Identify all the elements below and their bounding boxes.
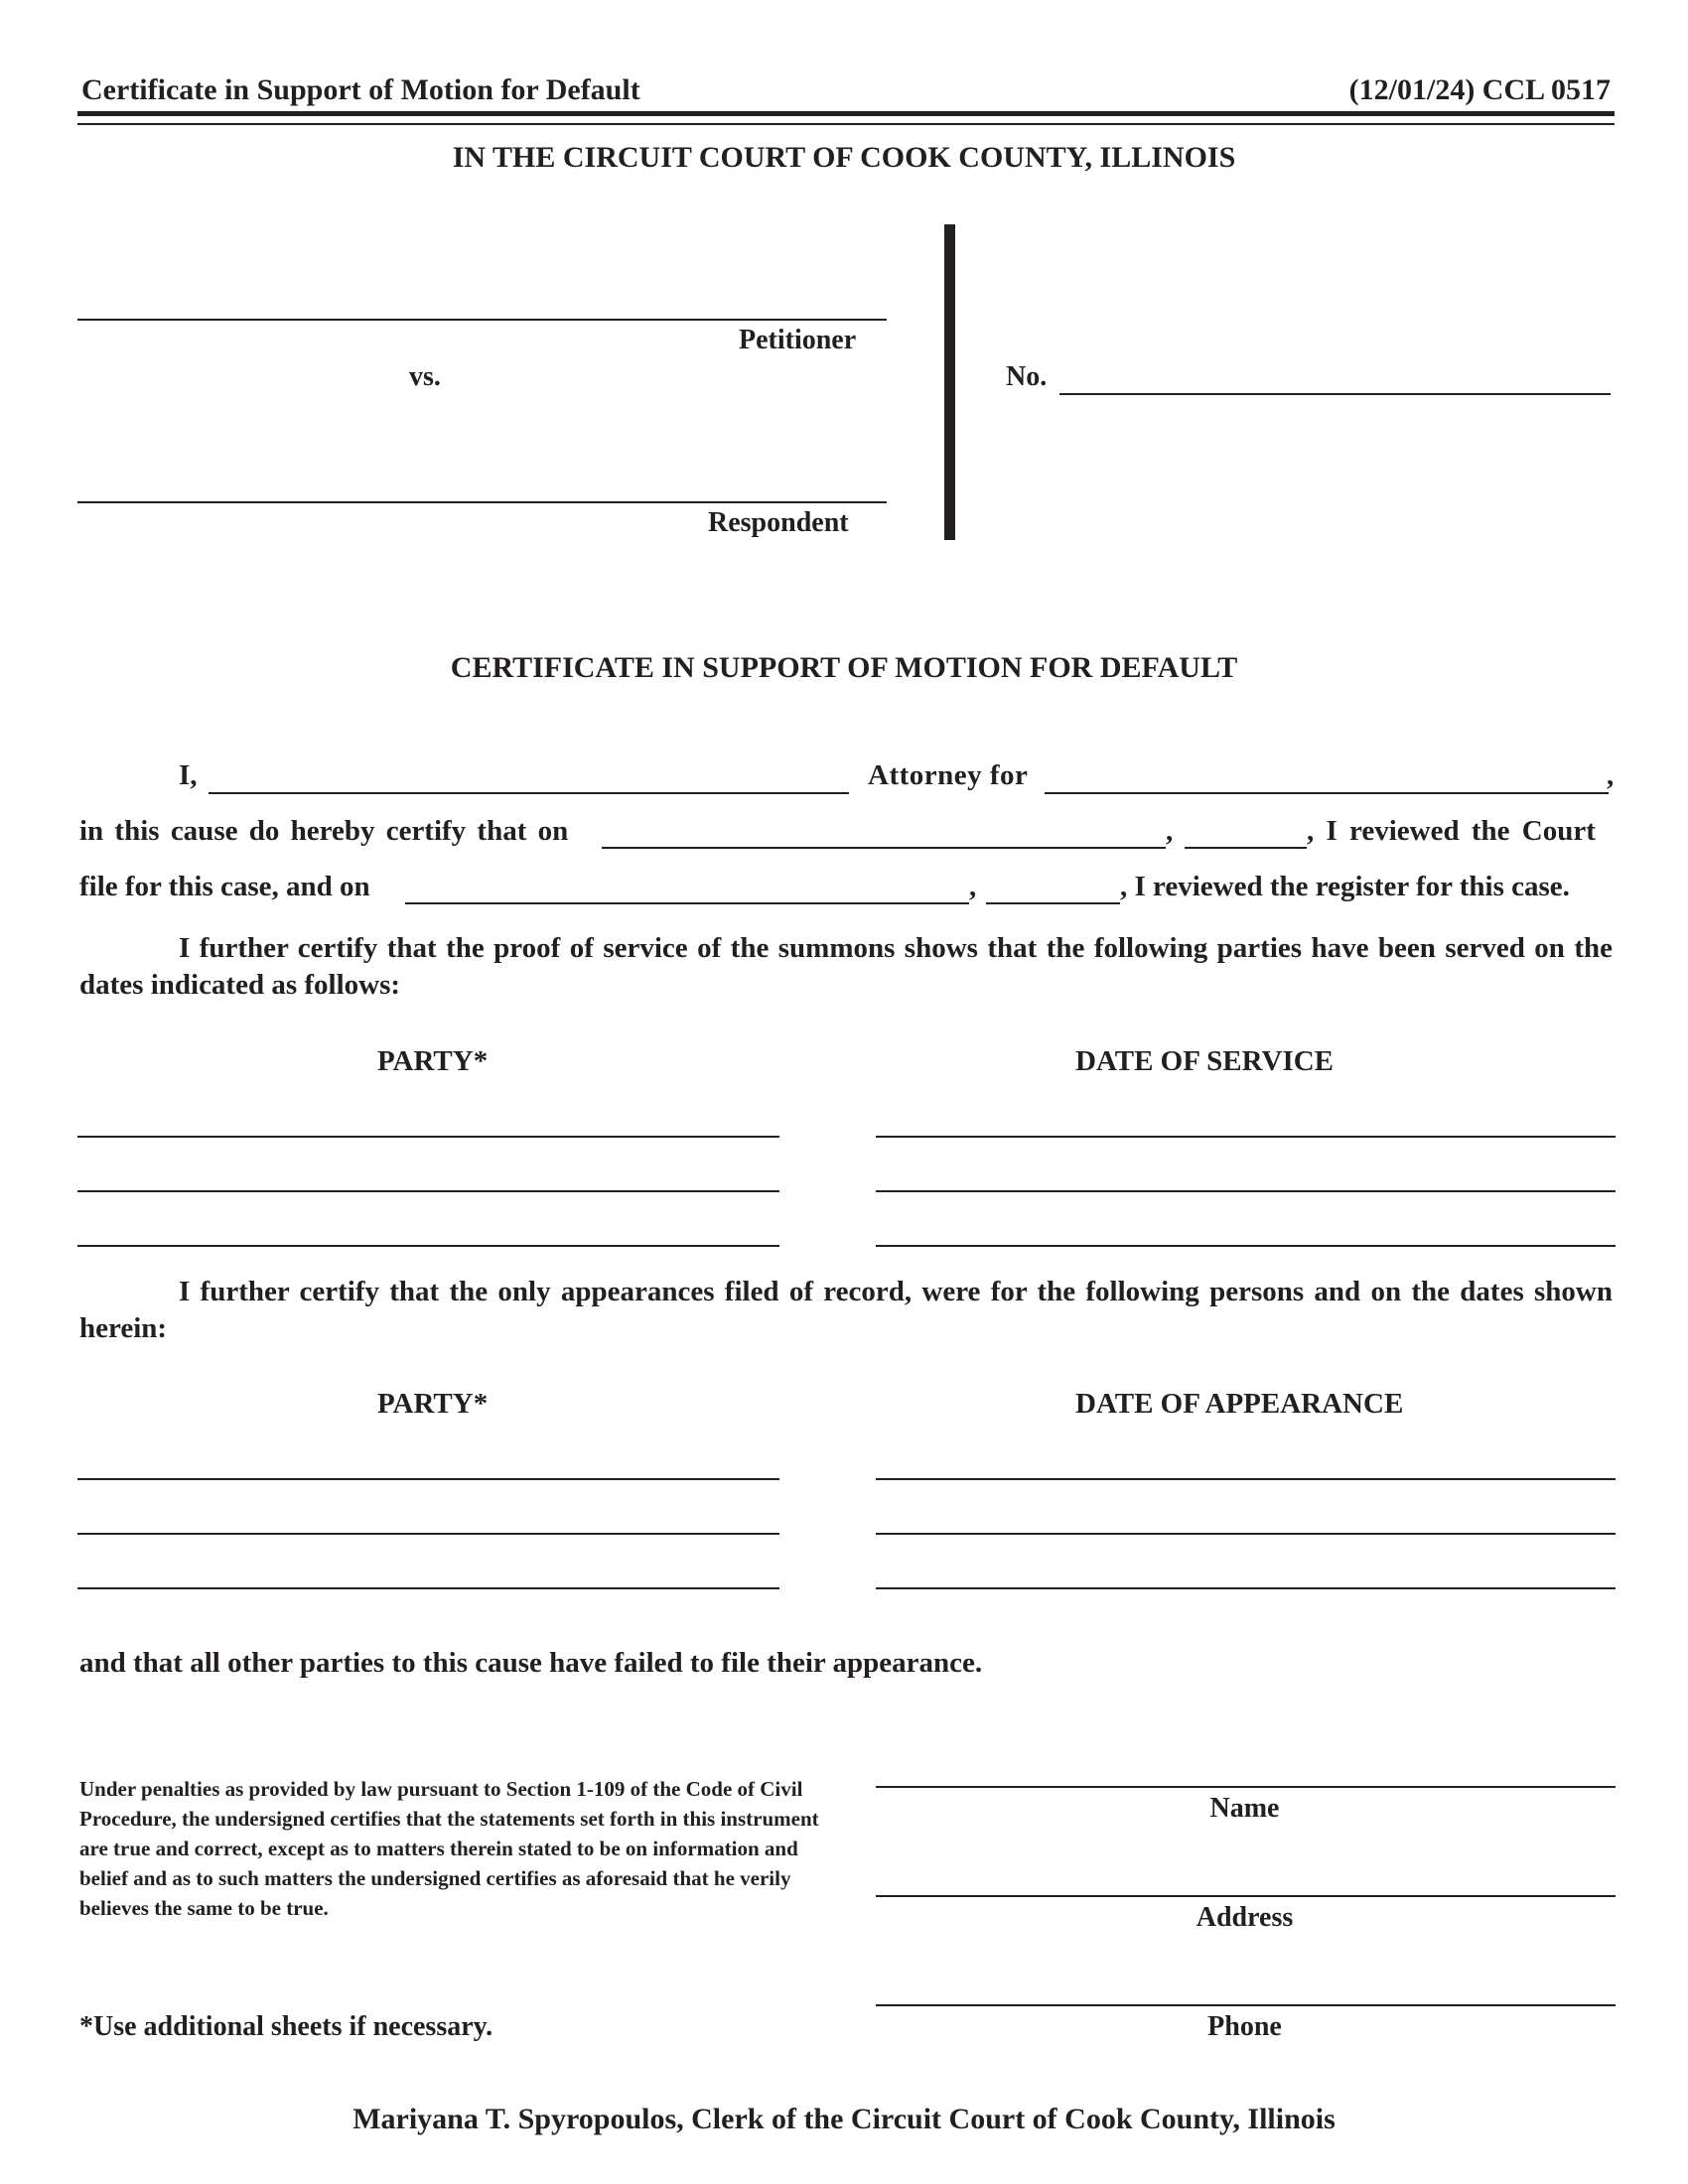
service-date-field[interactable] [876,1136,1616,1138]
cert-line1-middle: Attorney for [868,759,1029,791]
attorney-name-field[interactable] [209,792,849,794]
name-field[interactable] [876,1786,1616,1788]
vs-label: vs. [409,361,441,392]
appearance-party-field[interactable] [77,1478,779,1480]
register-review-date-field[interactable] [405,902,969,904]
closing-statement: and that all other parties to this cause have failed to file their appearance. [79,1647,983,1679]
phone-field[interactable] [876,2004,1616,2006]
cert-line1-prefix: I, [179,759,198,791]
appearance-party-field[interactable] [77,1587,779,1589]
petitioner-field[interactable] [77,319,887,321]
service-date-field[interactable] [876,1190,1616,1192]
address-label: Address [1196,1902,1294,1933]
cert-line3-suffix: , I reviewed the register for this case. [1120,871,1570,902]
penalty-statement: Under penalties as provided by law pursuant to Section 1-109 of the Code of Civil Procedure, the undersigned certifies that the statements set forth in this instrument are true and correct, except as to matters therein stated to be on information and belief and as to such matters the undersigned certifies as aforesaid that he verily believes the same to be true. [79,1777,819,1920]
additional-sheets-note: *Use additional sheets if necessary. [79,2011,493,2042]
attorney-for-field[interactable] [1045,792,1609,794]
court-name: IN THE CIRCUIT COURT OF COOK COUNTY, ILLINOIS [452,141,1236,174]
cert-line2-suffix: , I reviewed the Court [1307,815,1596,847]
cert-line2-prefix: in this cause do hereby certify that on [79,815,569,847]
service-date-header: DATE OF SERVICE [1075,1045,1335,1077]
form-code: (12/01/24) CCL 0517 [1348,73,1611,106]
court-file-review-date-field[interactable] [602,847,1166,849]
name-label: Name [1209,1793,1280,1824]
appearance-date-field[interactable] [876,1533,1616,1535]
petitioner-label: Petitioner [739,325,857,355]
case-number-field[interactable] [1059,393,1611,395]
cert-line2-comma: , [1166,815,1174,847]
service-party-field[interactable] [77,1245,779,1247]
court-file-review-year-field[interactable] [1185,847,1307,849]
service-paragraph: I further certify that the proof of service of the summons shows that the following parties have been served on the dates indicated as follows: [79,932,1613,1001]
appearance-paragraph: I further certify that the only appearances filed of record, were for the following persons and on the dates shown herein: [79,1276,1613,1344]
appearance-party-header: PARTY* [377,1388,489,1420]
address-field[interactable] [876,1895,1616,1897]
cert-line3-comma: , [969,871,977,902]
cert-line1-suffix: , [1607,759,1615,791]
header-rule-thick [77,111,1615,116]
service-party-field[interactable] [77,1136,779,1138]
appearance-date-header: DATE OF APPEARANCE [1075,1388,1404,1420]
cert-line3-prefix: file for this case, and on [79,871,370,902]
register-review-year-field[interactable] [986,902,1120,904]
appearance-date-field[interactable] [876,1478,1616,1480]
form-title-header: Certificate in Support of Motion for Default [81,73,640,106]
document-title: CERTIFICATE IN SUPPORT OF MOTION FOR DEFAULT [450,651,1238,684]
clerk-footer: Mariyana T. Spyropoulos, Clerk of the Circuit Court of Cook County, Illinois [352,2103,1336,2135]
appearance-party-field[interactable] [77,1533,779,1535]
phone-label: Phone [1207,2011,1282,2042]
respondent-field[interactable] [77,501,887,503]
service-party-field[interactable] [77,1190,779,1192]
respondent-label: Respondent [708,507,849,538]
caption-divider [944,224,955,540]
header-rule-thin [77,123,1615,125]
case-number-label: No. [1006,361,1048,392]
appearance-date-field[interactable] [876,1587,1616,1589]
service-date-field[interactable] [876,1245,1616,1247]
service-party-header: PARTY* [377,1045,489,1077]
